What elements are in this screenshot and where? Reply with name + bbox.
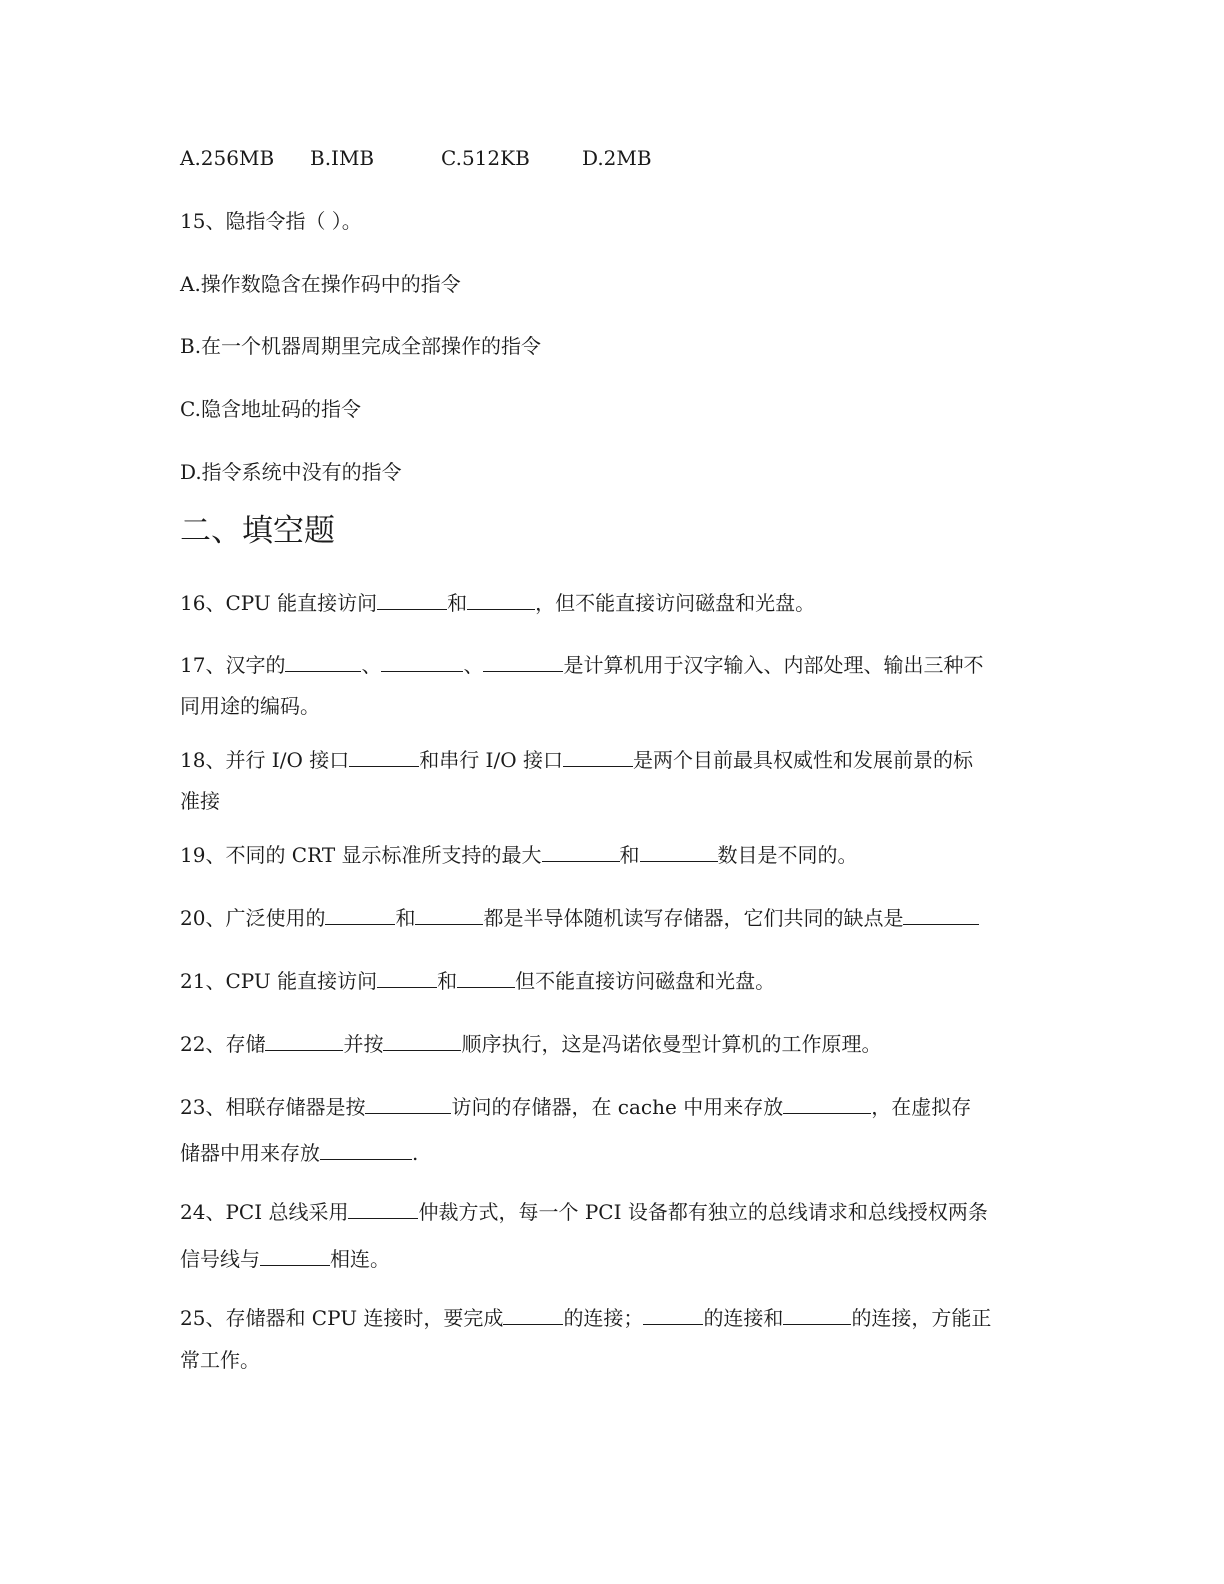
q17-text-3: 、 — [463, 653, 484, 677]
q20-text-1: 20、广泛使用的 — [180, 906, 326, 930]
q25-text-4: 的连接，方能正 — [851, 1306, 992, 1330]
section-title: 二、填空题 — [180, 513, 335, 549]
q24-text-1: 24、PCI 总线采用 — [180, 1200, 349, 1224]
q23-line-2 — [180, 1139, 418, 1167]
q18 — [180, 746, 973, 774]
q19-blank-1 — [542, 841, 620, 862]
q22-text-1: 22、存储 — [180, 1032, 266, 1056]
q23 — [180, 1093, 971, 1121]
q23-text-1: 23、相联存储器是按 — [180, 1095, 366, 1119]
q14-option-d: D.2MB — [582, 146, 652, 170]
q25-blank-2 — [643, 1304, 703, 1325]
q23-blank-2 — [783, 1093, 871, 1114]
q18-blank-2 — [563, 746, 633, 767]
q18-text-3: 是两个目前最具权威性和发展前景的标 — [632, 748, 973, 772]
q17-text-4: 是计算机用于汉字输入、内部处理、输出三种不 — [563, 653, 984, 677]
q22-text-3: 顺序执行，这是冯诺依曼型计算机的工作原理。 — [461, 1032, 882, 1056]
q20-text-3: 都是半导体随机读写存储器，它们共同的缺点是 — [483, 906, 904, 930]
q20 — [180, 904, 979, 932]
q24-text-4: 相连。 — [330, 1247, 390, 1271]
q21-blank-2 — [457, 967, 515, 988]
q19-text-3: 数目是不同的。 — [717, 843, 858, 867]
q20-text-2: 和 — [395, 906, 416, 930]
q21 — [180, 967, 775, 995]
q18-text-1: 18、并行 I/O 接口 — [180, 748, 350, 772]
q19-text-1: 19、不同的 CRT 显示标准所支持的最大 — [180, 843, 542, 867]
q15-option-d: D.指令系统中没有的指令 — [180, 460, 402, 484]
q18-line-2: 准接 — [180, 789, 220, 813]
q17-text-1: 17、汉字的 — [180, 653, 286, 677]
q24-blank-2 — [260, 1245, 330, 1266]
q17-blank-1 — [285, 651, 361, 672]
q21-blank-1 — [377, 967, 437, 988]
q19 — [180, 841, 858, 869]
q15-stem: 15、隐指令指（ ）。 — [180, 209, 362, 233]
q22-blank-2 — [383, 1030, 461, 1051]
q17-line-2: 同用途的编码。 — [180, 694, 320, 718]
q24-blank-1 — [348, 1198, 418, 1219]
q16-blank-2 — [467, 589, 535, 610]
q25-blank-1 — [503, 1304, 563, 1325]
q23-blank-1 — [365, 1093, 451, 1114]
q25-text-1: 25、存储器和 CPU 连接时，要完成 — [180, 1306, 504, 1330]
q14-option-c: C.512KB — [441, 146, 530, 170]
q23-text-5: . — [412, 1141, 419, 1165]
q23-blank-3 — [320, 1139, 412, 1160]
q21-text-3: 但不能直接访问磁盘和光盘。 — [515, 969, 776, 993]
q17 — [180, 651, 983, 679]
q25-line-2: 常工作。 — [180, 1348, 260, 1372]
q22-blank-1 — [265, 1030, 343, 1051]
q23-text-2: 访问的存储器，在 cache 中用来存放 — [451, 1095, 784, 1119]
q14-option-a: A.256MB — [180, 146, 275, 170]
q20-blank-2 — [415, 904, 483, 925]
q21-text-2: 和 — [437, 969, 458, 993]
q22 — [180, 1030, 881, 1058]
q19-blank-2 — [640, 841, 718, 862]
q25-text-2: 的连接； — [563, 1306, 644, 1330]
q25-text-3: 的连接和 — [703, 1306, 784, 1330]
q17-blank-3 — [483, 651, 563, 672]
q14-option-b: B.IMB — [310, 146, 375, 170]
q20-blank-1 — [325, 904, 395, 925]
q24-text-3: 信号线与 — [180, 1247, 260, 1271]
q25 — [180, 1304, 991, 1332]
q16-text-2: 和 — [447, 591, 468, 615]
q19-text-2: 和 — [619, 843, 640, 867]
q21-text-1: 21、CPU 能直接访问 — [180, 969, 378, 993]
q23-text-4: 储器中用来存放 — [180, 1141, 320, 1165]
q17-blank-2 — [381, 651, 463, 672]
q17-text-2: 、 — [361, 653, 382, 677]
q24 — [180, 1198, 988, 1226]
q23-text-3: ，在虚拟存 — [871, 1095, 972, 1119]
q16 — [180, 589, 815, 617]
q22-text-2: 并按 — [343, 1032, 384, 1056]
q14-options-row — [180, 144, 680, 172]
q16-text-1: 16、CPU 能直接访问 — [180, 591, 378, 615]
q15-option-b: B.在一个机器周期里完成全部操作的指令 — [180, 334, 542, 358]
q18-text-2: 和串行 I/O 接口 — [419, 748, 563, 772]
q20-blank-3 — [903, 904, 979, 925]
q18-blank-1 — [349, 746, 419, 767]
q15-option-c: C.隐含地址码的指令 — [180, 397, 361, 421]
q15-option-a: A.操作数隐含在操作码中的指令 — [180, 272, 461, 296]
q24-text-2: 仲裁方式，每一个 PCI 设备都有独立的总线请求和总线授权两条 — [418, 1200, 988, 1224]
q25-blank-3 — [783, 1304, 851, 1325]
q16-text-3: ，但不能直接访问磁盘和光盘。 — [535, 591, 816, 615]
q16-blank-1 — [377, 589, 447, 610]
q24-line-2 — [180, 1245, 390, 1273]
